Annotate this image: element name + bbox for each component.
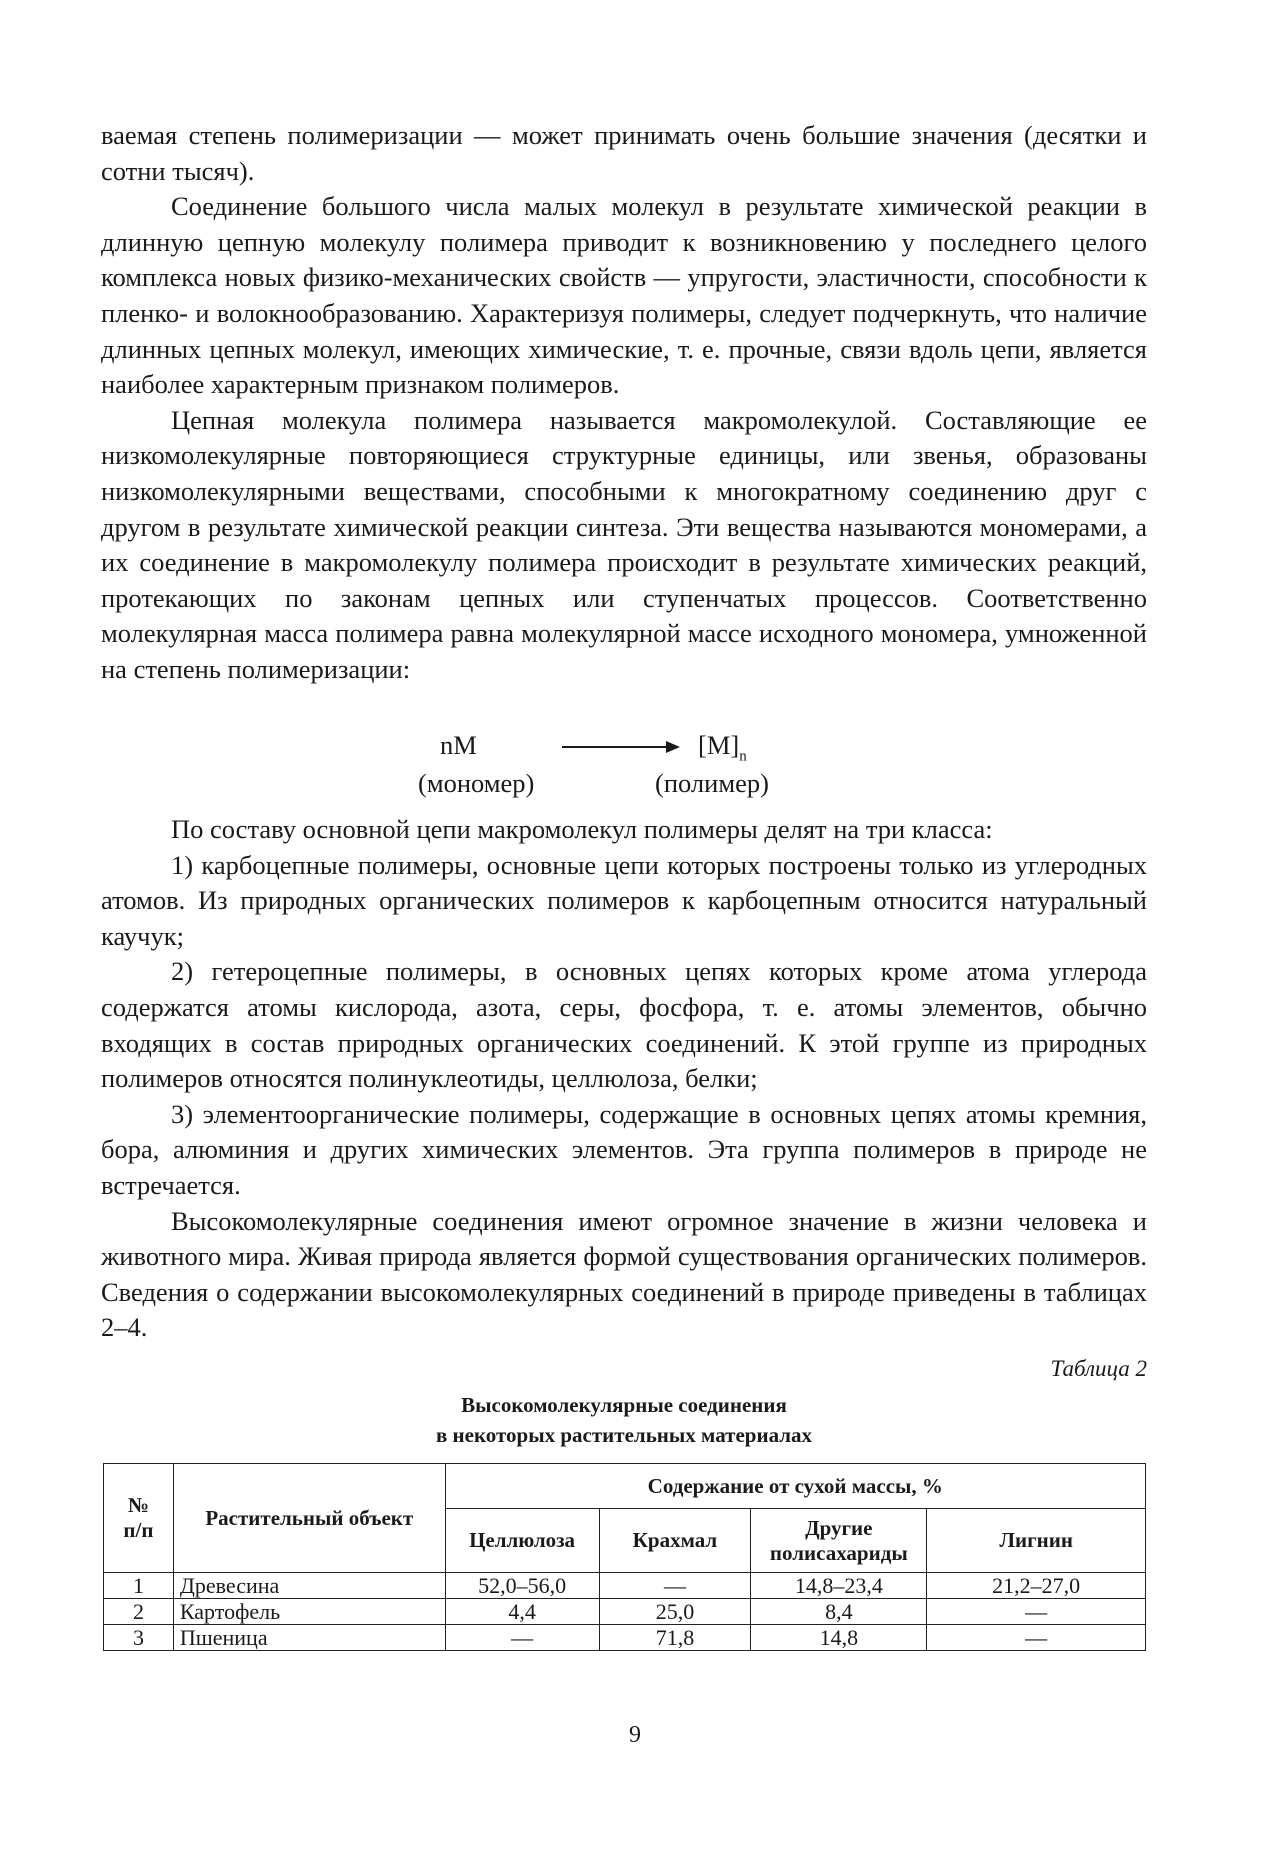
paragraph: 1) карбоцепные полимеры, основные цепи которых построены только из углеродных атомов. Из природных органических полимеров к карбоцепным относится натуральный каучук; (101, 849, 1147, 951)
header-object: Растительный объект (173, 1464, 445, 1573)
table-header-row (104, 1464, 1146, 1509)
paragraph: 2) гетероцепные полимеры, в основных цепях которых кроме атома углерода содержатся атомы кислорода, азота, серы, фосфора, т. е. атомы элементов, обычно входящих в состав природных органических соединений. К этой группе из природных полимеров относятся полинуклеотиды, целлюлоза, белки; (101, 956, 1147, 1094)
table-title (101, 1390, 1147, 1450)
formula-polymer-label: (полимер) (655, 768, 769, 798)
page-number: 9 (629, 1722, 641, 1748)
header-other-polysaccharides: Другие полисахариды (751, 1509, 927, 1573)
header-lignin: Лигнин (927, 1509, 1146, 1573)
table-row (104, 1599, 1146, 1625)
header-cellulose: Целлюлоза (445, 1509, 599, 1573)
paragraph: 3) элементоорганические полимеры, содержащие в основных цепях атомы кремния, бора, алюминия и других химических элементов. Эта группа полимеров в природе не встречается. (101, 1098, 1147, 1200)
formula-monomer-label: (мономер) (418, 768, 535, 798)
cell: 8,4 (751, 1599, 927, 1625)
reaction-arrow-icon (562, 740, 680, 754)
table-title-line: в некоторых растительных материалах (435, 1423, 813, 1447)
cell: 2 (104, 1599, 174, 1625)
cell: Пшеница (173, 1625, 445, 1651)
cell: — (599, 1573, 751, 1599)
cell: 3 (104, 1625, 174, 1651)
cell: 71,8 (599, 1625, 751, 1651)
polymerization-formula (418, 727, 860, 803)
header-starch: Крахмал (599, 1509, 751, 1573)
cell: 25,0 (599, 1599, 751, 1625)
paragraph: По составу основной цепи макромолекул полимеры делят на три класса: (171, 814, 993, 844)
body-text-bottom (101, 812, 1147, 1346)
cell: 4,4 (445, 1599, 599, 1625)
paragraph: Соединение большого числа малых молекул в результате химической реакции в длинную цепную молекулу полимера приводит к возникновению у последнего целого комплекса новых физико-механических свойств — упругости, эластичности, способности к пленко- и волокнообразованию. Характеризуя полимеры, следует подчеркнуть, что наличие длинных цепных молекул, имеющих химические, т. е. прочные, связи вдоль цепи, является наиболее характерным признаком полимеров. (101, 191, 1147, 400)
paragraph: Высокомолекулярные соединения имеют огромное значение в жизни человека и животного мира. Живая природа является формой существования органических полимеров. Сведения о содержании высокомолекулярных соединений в природе приведены в таблицах 2–4. (101, 1205, 1147, 1343)
cell: 1 (104, 1573, 174, 1599)
cell: — (445, 1625, 599, 1651)
paragraph: Цепная молекула полимера называется макромолекулой. Составляющие ее низкомолекулярные повторяющиеся структурные единицы, или звенья, образованы низкомолекулярными веществами, способными к многократному соединению друг с другом в результате химической реакции синтеза. Эти вещества называются мономерами, а их соединение в макромолекулу полимера происходит в результате химических реакций, протекающих по законам цепных или ступенчатых процессов. Соответственно молекулярная масса полимера равна молекулярной массе исходного мономера, умноженной на степень полимеризации: (101, 404, 1147, 684)
header-content-group: Содержание от сухой массы, % (445, 1464, 1145, 1509)
formula-subscript: n (739, 748, 747, 765)
cell: 14,8–23,4 (751, 1573, 927, 1599)
cell: Древесина (173, 1573, 445, 1599)
body-text-top (101, 118, 1147, 688)
cell: 21,2–27,0 (927, 1573, 1146, 1599)
table-row (104, 1573, 1146, 1599)
formula-monomer: nM (440, 730, 477, 760)
table-row (104, 1625, 1146, 1651)
cell: — (927, 1599, 1146, 1625)
cell: — (927, 1625, 1146, 1651)
formula-polymer: $[M]_n$ (698, 730, 747, 765)
cell: Картофель (173, 1599, 445, 1625)
data-table (103, 1463, 1146, 1651)
header-num: № п/п (104, 1464, 174, 1573)
paragraph: ваемая степень полимеризации — может принимать очень большие значения (десятки и сотни тысяч). (101, 120, 1147, 186)
table-caption: Таблица 2 (1050, 1356, 1147, 1381)
cell: 14,8 (751, 1625, 927, 1651)
table-title-line: Высокомолекулярные соединения (461, 1393, 787, 1417)
cell: 52,0–56,0 (445, 1573, 599, 1599)
